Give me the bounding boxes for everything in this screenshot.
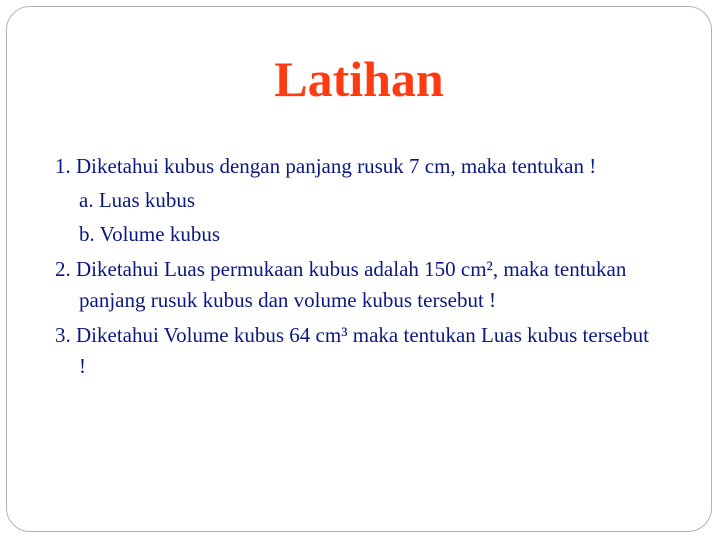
slide-frame xyxy=(6,6,712,532)
slide-title: Latihan xyxy=(274,51,444,107)
exercise-item-2: 2. Diketahui Luas permukaan kubus adalah 150 cm², maka tentukan panjang rusuk kubus dan volume kubus tersebut ! xyxy=(55,257,627,312)
exercise-1-subitem-a: a. Luas kubus xyxy=(79,188,196,212)
exercise-list xyxy=(55,151,655,382)
exercise-1-subitem-b: b. Volume kubus xyxy=(79,222,220,246)
exercise-item-3: 3. Diketahui Volume kubus 64 cm³ maka tentukan Luas kubus tersebut ! xyxy=(55,323,650,378)
exercise-item-1: 1. Diketahui kubus dengan panjang rusuk 7 cm, maka tentukan ! xyxy=(55,154,597,178)
